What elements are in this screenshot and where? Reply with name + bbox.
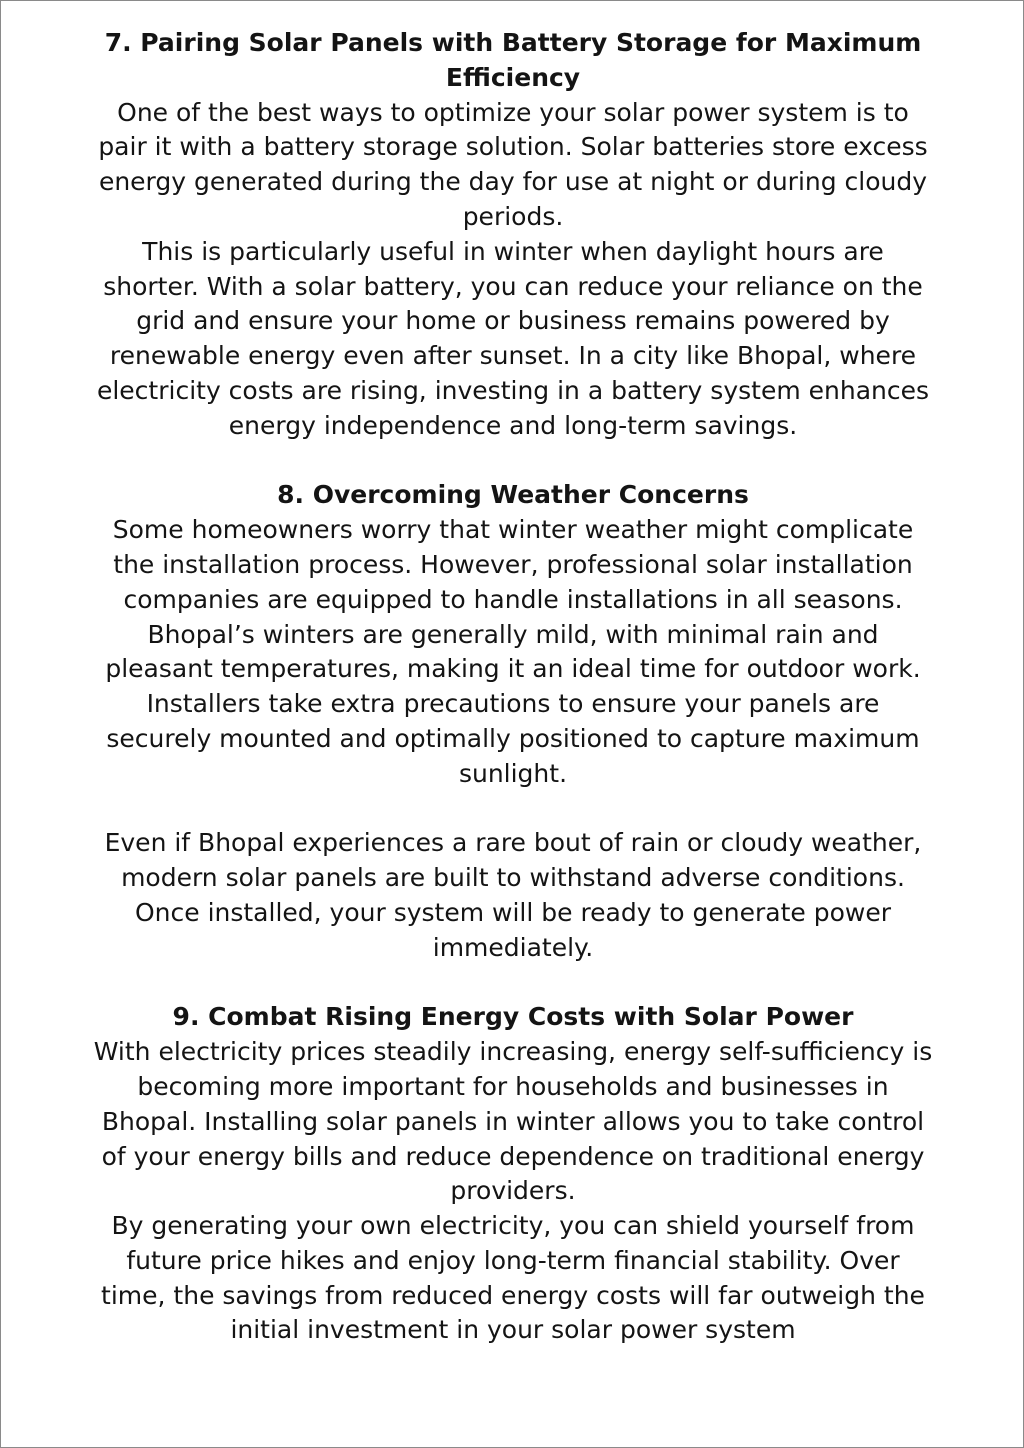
section-8-paragraph-2: Bhopal’s winters are generally mild, with minimal rain and pleasant temperatures, making it an ideal time for outdoor work. Installers take extra precautions to ensure your panels are securely mounted and optimally positioned to capture maximum sunlight. — [105, 619, 921, 788]
document-page — [91, 26, 935, 1348]
section-7-paragraph-2: This is particularly useful in winter when daylight hours are shorter. With a solar battery, you can reduce your reliance on the grid and ensure your home or business remains powered by renewable energy even after sunset. In a city like Bhopal, where electricity costs are rising, investing in a battery system enhances energy independence and long-term savings. — [96, 236, 930, 440]
section-7-paragraph-1: One of the best ways to optimize your solar power system is to pair it with a battery storage solution. Solar batteries store excess energy generated during the day for use at night or during cloudy periods. — [98, 97, 928, 231]
section-8-paragraph-1: Some homeowners worry that winter weather might complicate the installation process. However, professional solar installation companies are equipped to handle installations in all seasons. — [112, 515, 914, 614]
section-9-paragraph-1: With electricity prices steadily increasing, energy self-sufficiency is becoming more important for households and businesses in Bhopal. Installing solar panels in winter allows you to take control of your energy bills and reduce dependence on traditional energy providers. — [93, 1037, 933, 1206]
section-9-paragraph-2: By generating your own electricity, you can shield yourself from future price hikes and enjoy long-term financial stability. Over time, the savings from reduced energy costs will far outweigh the initial investment in your solar power system — [101, 1211, 925, 1345]
section-8-paragraph-3: Even if Bhopal experiences a rare bout of rain or cloudy weather, modern solar panels are built to withstand adverse conditions. Once installed, your system will be ready to generate power immediately. — [104, 828, 922, 962]
section-heading-7: 7. Pairing Solar Panels with Battery Storage for Maximum Efficiency — [104, 28, 922, 92]
section-heading-8: 8. Overcoming Weather Concerns — [277, 480, 749, 510]
section-spacer — [91, 444, 935, 479]
section-spacer — [91, 966, 935, 1001]
paragraph-spacer — [91, 792, 935, 827]
section-heading-9: 9. Combat Rising Energy Costs with Solar Power — [172, 1002, 854, 1032]
